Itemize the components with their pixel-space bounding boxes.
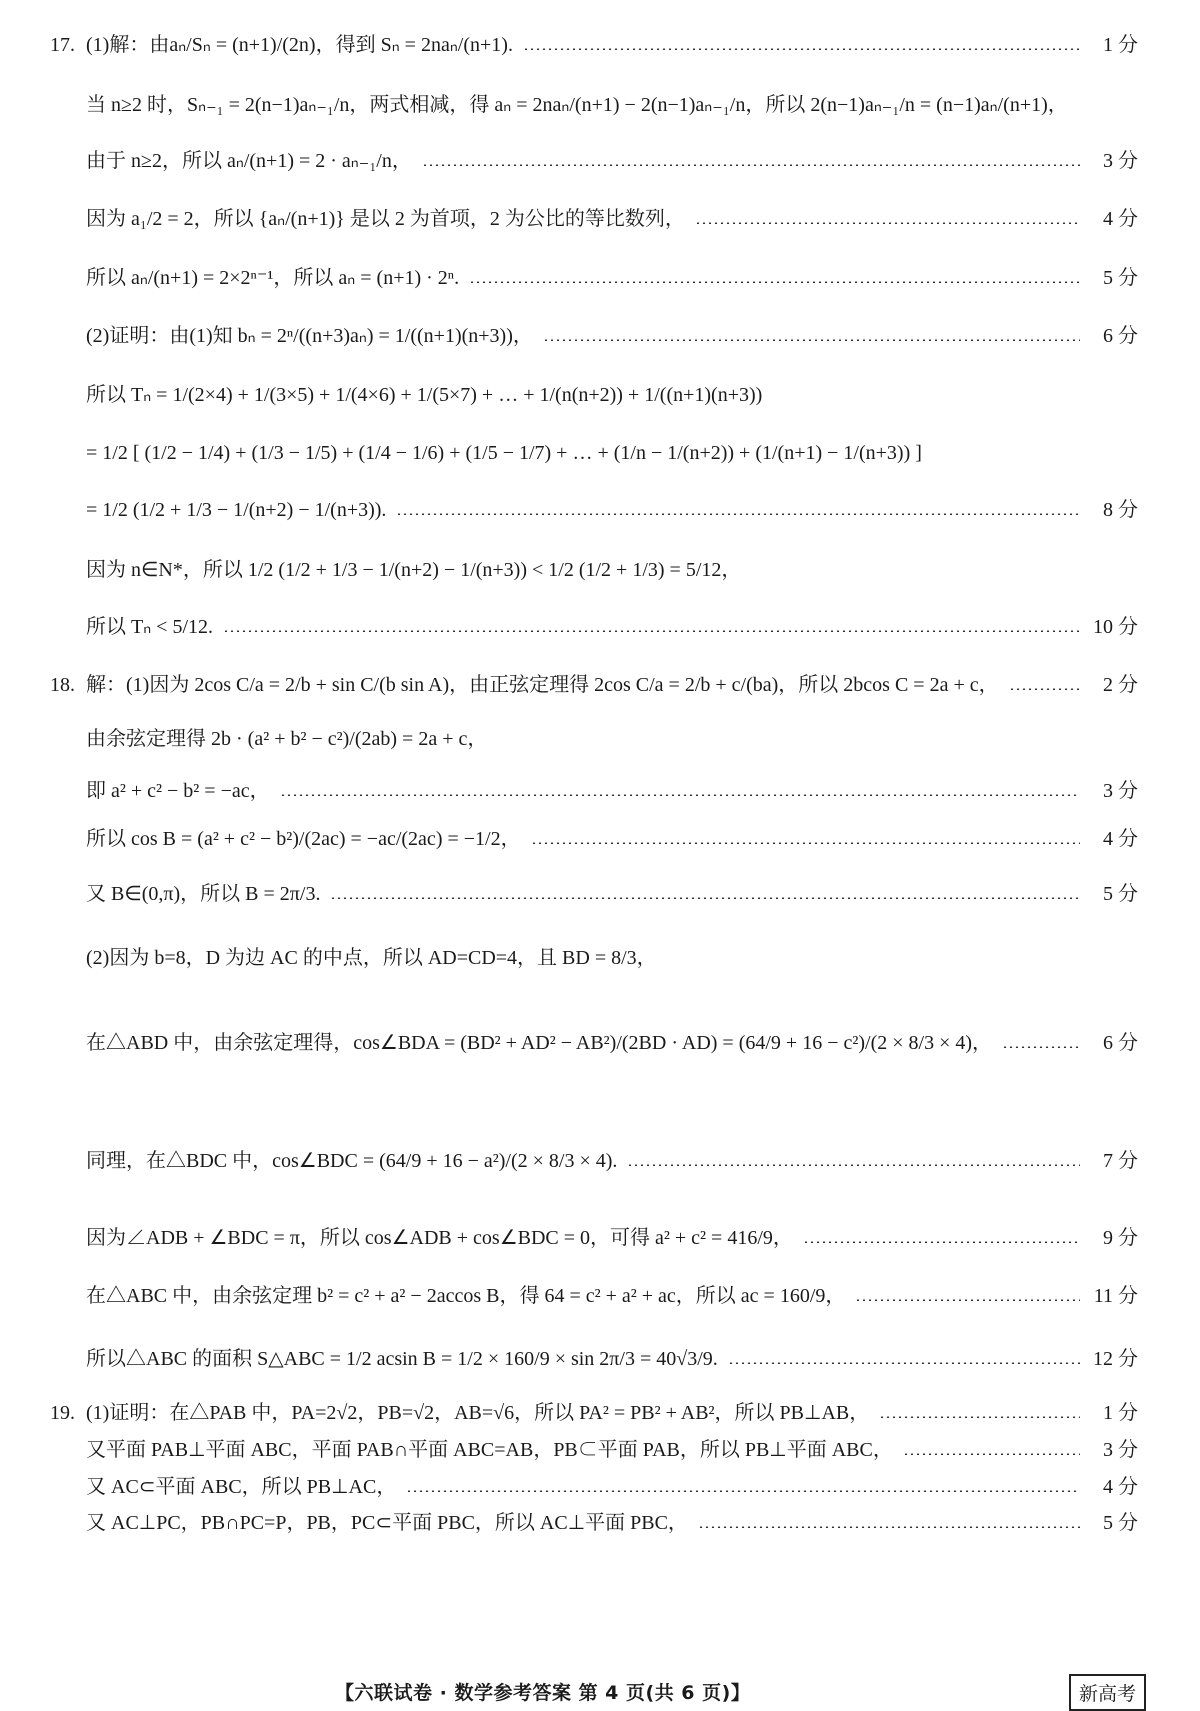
- line-text: 解：(1)因为 2cos C/a = 2/b + sin C/(b sin A)，由正弦定理得 2cos C/a = 2/b + c/(ba)，所以 2bcos C = 2a + c，: [86, 674, 999, 696]
- leader-dots: [698, 1526, 1080, 1528]
- line-26: [0, 1510, 1200, 1536]
- line-7: [0, 382, 1200, 408]
- line-22: [0, 1346, 1200, 1372]
- score: 3 分: [1103, 1439, 1138, 1461]
- leader-dots: [803, 1241, 1080, 1243]
- line-1: [0, 32, 1200, 58]
- line-text: 即 a² + c² − b² = −ac，: [86, 780, 270, 802]
- line-10: [0, 557, 1200, 583]
- score: 12 分: [1093, 1348, 1138, 1370]
- line-text: 同理，在△BDC 中，cos∠BDC = (64/9 + 16 − a²)/(2 × 8/3 × 4).: [86, 1150, 618, 1172]
- leader-dots: [903, 1453, 1080, 1455]
- score: 8 分: [1103, 499, 1138, 521]
- line-3: [0, 148, 1200, 174]
- line-23: [0, 1400, 1200, 1426]
- line-21: [0, 1283, 1200, 1309]
- question-number: 19.: [50, 1402, 75, 1424]
- leader-dots: [531, 842, 1080, 844]
- leader-dots: [855, 1299, 1080, 1301]
- score: 4 分: [1103, 828, 1138, 850]
- score: 4 分: [1103, 208, 1138, 230]
- leader-dots: [280, 794, 1080, 796]
- leader-dots: [223, 630, 1080, 632]
- line-13: [0, 726, 1200, 752]
- leader-dots: [523, 48, 1080, 50]
- line-text: = 1/2 [ (1/2 − 1/4) + (1/3 − 1/5) + (1/4 − 1/6) + (1/5 − 1/7) + … + (1/n − 1/(n+2)) + (1/(n+1) − 1/(n+3)) ]: [86, 442, 922, 464]
- line-text: 由余弦定理得 2b · (a² + b² − c²)/(2ab) = 2a + c，: [86, 728, 488, 750]
- line-text: 当 n≥2 时，Sₙ₋₁ = 2(n−1)aₙ₋₁/n，两式相减，得 aₙ = 2naₙ/(n+1) − 2(n−1)aₙ₋₁/n，所以 2(n−1)aₙ₋₁/n = (n−1)aₙ/(n+1)，: [86, 94, 1068, 116]
- leader-dots: [396, 513, 1080, 515]
- score: 11 分: [1093, 1285, 1138, 1307]
- line-16: [0, 881, 1200, 907]
- score: 4 分: [1103, 1476, 1138, 1498]
- question-number: 17.: [50, 34, 75, 56]
- line-text: (2)因为 b=8，D 为边 AC 的中点，所以 AD=CD=4，且 BD = 8/3，: [86, 947, 657, 969]
- score: 3 分: [1103, 150, 1138, 172]
- line-text: 所以△ABC 的面积 S△ABC = 1/2 acsin B = 1/2 × 160/9 × sin 2π/3 = 40√3/9.: [86, 1348, 718, 1370]
- line-15: [0, 826, 1200, 852]
- leader-dots: [422, 164, 1080, 166]
- line-text: 在△ABC 中，由余弦定理 b² = c² + a² − 2accos B，得 64 = c² + a² + ac，所以 ac = 160/9，: [86, 1285, 846, 1307]
- line-text: 所以 Tₙ = 1/(2×4) + 1/(3×5) + 1/(4×6) + 1/(5×7) + … + 1/(n(n+2)) + 1/((n+1)(n+3)): [86, 384, 763, 406]
- exam-type-badge: 新高考: [1069, 1674, 1146, 1711]
- line-text: = 1/2 (1/2 + 1/3 − 1/(n+2) − 1/(n+3)).: [86, 499, 387, 521]
- line-14: [0, 778, 1200, 804]
- leader-dots: [406, 1490, 1080, 1492]
- leader-dots: [543, 339, 1080, 341]
- line-18: [0, 1030, 1200, 1056]
- page-footer: 【六联试卷 · 数学参考答案 第 4 页(共 6 页)】: [335, 1682, 751, 1704]
- leader-dots: [627, 1164, 1080, 1166]
- line-text: 又 AC⊂平面 ABC，所以 PB⊥AC，: [86, 1476, 397, 1498]
- line-text: 所以 aₙ/(n+1) = 2×2ⁿ⁻¹，所以 aₙ = (n+1) · 2ⁿ.: [86, 267, 460, 289]
- line-text: (1)证明：在△PAB 中，PA=2√2，PB=√2，AB=√6，所以 PA² = PB² + AB²，所以 PB⊥AB，: [86, 1402, 870, 1424]
- line-text: 所以 Tₙ < 5/12.: [86, 616, 214, 638]
- line-20: [0, 1225, 1200, 1251]
- question-number: 18.: [50, 674, 75, 696]
- line-19: [0, 1148, 1200, 1174]
- score: 5 分: [1103, 883, 1138, 905]
- score: 6 分: [1103, 1032, 1138, 1054]
- score: 2 分: [1103, 674, 1138, 696]
- line-text: 所以 cos B = (a² + c² − b²)/(2ac) = −ac/(2ac) = −1/2，: [86, 828, 521, 850]
- score: 6 分: [1103, 325, 1138, 347]
- line-4: [0, 206, 1200, 232]
- line-5: [0, 265, 1200, 291]
- line-text: 又 B∈(0,π)，所以 B = 2π/3.: [86, 883, 321, 905]
- score: 9 分: [1103, 1227, 1138, 1249]
- line-6: [0, 323, 1200, 349]
- line-text: 由于 n≥2，所以 aₙ/(n+1) = 2 · aₙ₋₁/n，: [86, 150, 412, 172]
- score: 5 分: [1103, 1512, 1138, 1534]
- line-9: [0, 497, 1200, 523]
- score: 1 分: [1103, 34, 1138, 56]
- line-11: [0, 614, 1200, 640]
- score: 1 分: [1103, 1402, 1138, 1424]
- line-text: 又平面 PAB⊥平面 ABC，平面 PAB∩平面 ABC=AB，PB⊂平面 PAB，所以 PB⊥平面 ABC，: [86, 1439, 893, 1461]
- score: 5 分: [1103, 267, 1138, 289]
- line-text: 因为 n∈N*，所以 1/2 (1/2 + 1/3 − 1/(n+2) − 1/(n+3)) < 1/2 (1/2 + 1/3) = 5/12，: [86, 559, 742, 581]
- line-24: [0, 1437, 1200, 1463]
- line-text: 在△ABD 中，由余弦定理得，cos∠BDA = (BD² + AD² − AB²)/(2BD · AD) = (64/9 + 16 − c²)/(2 × 8/3 × 4)，: [86, 1032, 993, 1054]
- leader-dots: [1002, 1046, 1080, 1048]
- line-text: 因为 a₁/2 = 2，所以 {aₙ/(n+1)} 是以 2 为首项，2 为公比的等比数列，: [86, 208, 685, 230]
- leader-dots: [728, 1362, 1080, 1364]
- line-25: [0, 1474, 1200, 1500]
- line-2: [0, 92, 1200, 118]
- line-17: [0, 945, 1200, 971]
- leader-dots: [330, 897, 1080, 899]
- line-text: 因为∠ADB + ∠BDC = π，所以 cos∠ADB + cos∠BDC = 0，可得 a² + c² = 416/9，: [86, 1227, 793, 1249]
- score: 7 分: [1103, 1150, 1138, 1172]
- leader-dots: [469, 281, 1080, 283]
- line-text: 又 AC⊥PC，PB∩PC=P，PB，PC⊂平面 PBC，所以 AC⊥平面 PBC，: [86, 1512, 688, 1534]
- leader-dots: [879, 1416, 1080, 1418]
- line-text: (2)证明：由(1)知 bₙ = 2ⁿ/((n+3)aₙ) = 1/((n+1)(n+3))，: [86, 325, 533, 347]
- line-8: [0, 440, 1200, 466]
- leader-dots: [695, 222, 1080, 224]
- line-text: (1)解：由aₙ/Sₙ = (n+1)/(2n)，得到 Sₙ = 2naₙ/(n+1).: [86, 34, 513, 56]
- score: 3 分: [1103, 780, 1138, 802]
- score: 10 分: [1093, 616, 1138, 638]
- line-12: [0, 672, 1200, 698]
- leader-dots: [1009, 688, 1080, 690]
